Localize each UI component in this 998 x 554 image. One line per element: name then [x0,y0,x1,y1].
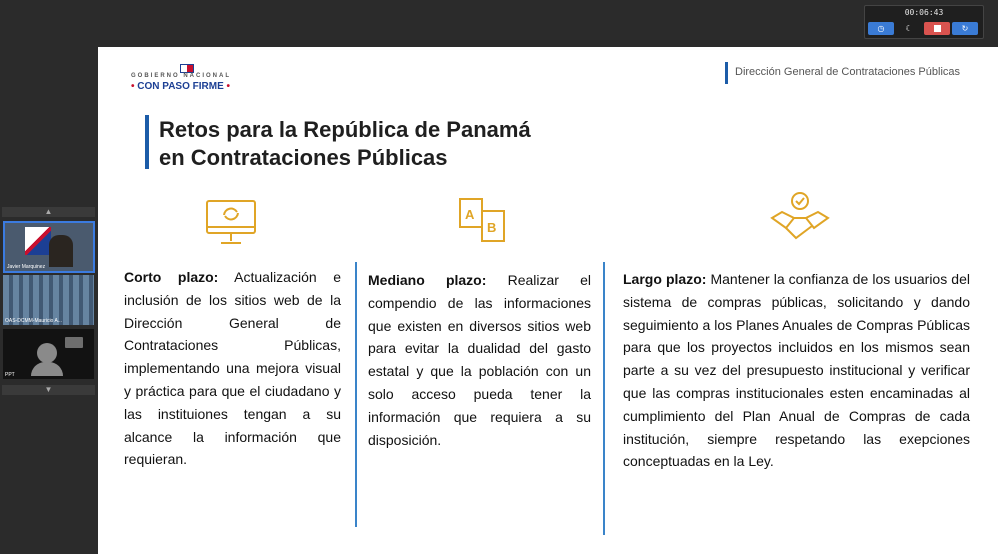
chat-icon [65,337,83,348]
timer-icon[interactable]: ◷ [868,22,894,35]
scroll-down-icon[interactable]: ▼ [2,385,95,395]
column-label: Mediano plazo: [368,272,487,288]
participant-strip [2,207,95,395]
title-accent-bar [145,115,149,169]
column-divider [355,262,357,527]
column-label: Largo plazo: [623,271,707,287]
logo-title-text: CON PASO FIRME [137,81,224,92]
participant-tile[interactable] [3,221,95,273]
panama-flag-icon [180,64,194,73]
header-divider [725,62,728,84]
logo-subtitle: GOBIERNO NACIONAL [131,73,231,79]
elapsed-time: 00:06:43 [904,8,944,17]
participant-tile[interactable] [3,329,94,379]
avatar [31,362,63,376]
avatar [37,343,57,363]
slide-title-line2: en Contrataciones Públicas [159,145,448,170]
participant-name: PPT [5,372,15,378]
column-body: Realizar el compendio de las informaciones que existen en diversos sitios web para evitar la dualidad del gasto estatal y que la población con un solo acceso pueda tener la información que requiera a su disposición. [368,272,591,448]
ab-documents-icon [458,197,506,243]
slide-header: Dirección General de Contrataciones Públicas [735,66,961,78]
column-body: Mantener la confianza de los usuarios del sistema de compras públicas, solicitando y dando seguimiento a los Planes Anuales de Compras Públicas para que los proyectos incluidos en los mismos sean parte a su vez del presupuesto institucional y verificar que las compras institucionales esten encaminadas al cumplimiento del Plan Anual de Compras de cada institución, siempre respetando las exepciones conceptuadas en la Ley. [623,271,970,470]
column-label: Corto plazo: [124,269,219,285]
participant-video [49,235,73,267]
column-medium-term [368,269,591,451]
slide-title-line1: Retos para la República de Panamá [159,117,531,142]
refresh-icon[interactable]: ↻ [952,22,978,35]
flag-icon [25,227,51,255]
presentation-slide [98,47,998,554]
participant-tile[interactable] [3,275,94,325]
column-short-term [124,266,341,471]
slide-title [159,116,531,172]
column-divider [603,262,605,535]
svg-text:B: B [487,220,497,235]
column-body: Actualización e inclusión de los sitios web de la Dirección General de Contrataciones Públicas, implementando una mejora visual y práctica para que el ciudadano y las instituiones tengan a su alcance la información que requieran. [124,269,342,468]
presentation-timer-toolbar [864,5,984,39]
participant-name: OAS-DCMM-Mauricio A... [5,318,62,324]
monitor-refresh-icon [205,199,257,247]
scroll-up-icon[interactable]: ▲ [2,207,95,217]
handshake-icon [770,190,830,244]
stop-icon[interactable] [924,22,950,35]
sleep-icon[interactable]: ☾ [896,22,922,35]
logo-title: • CON PASO FIRME • [131,81,231,92]
column-long-term [623,268,970,473]
participant-name: Javier Marquinez [7,264,46,270]
svg-text:A: A [465,207,475,222]
